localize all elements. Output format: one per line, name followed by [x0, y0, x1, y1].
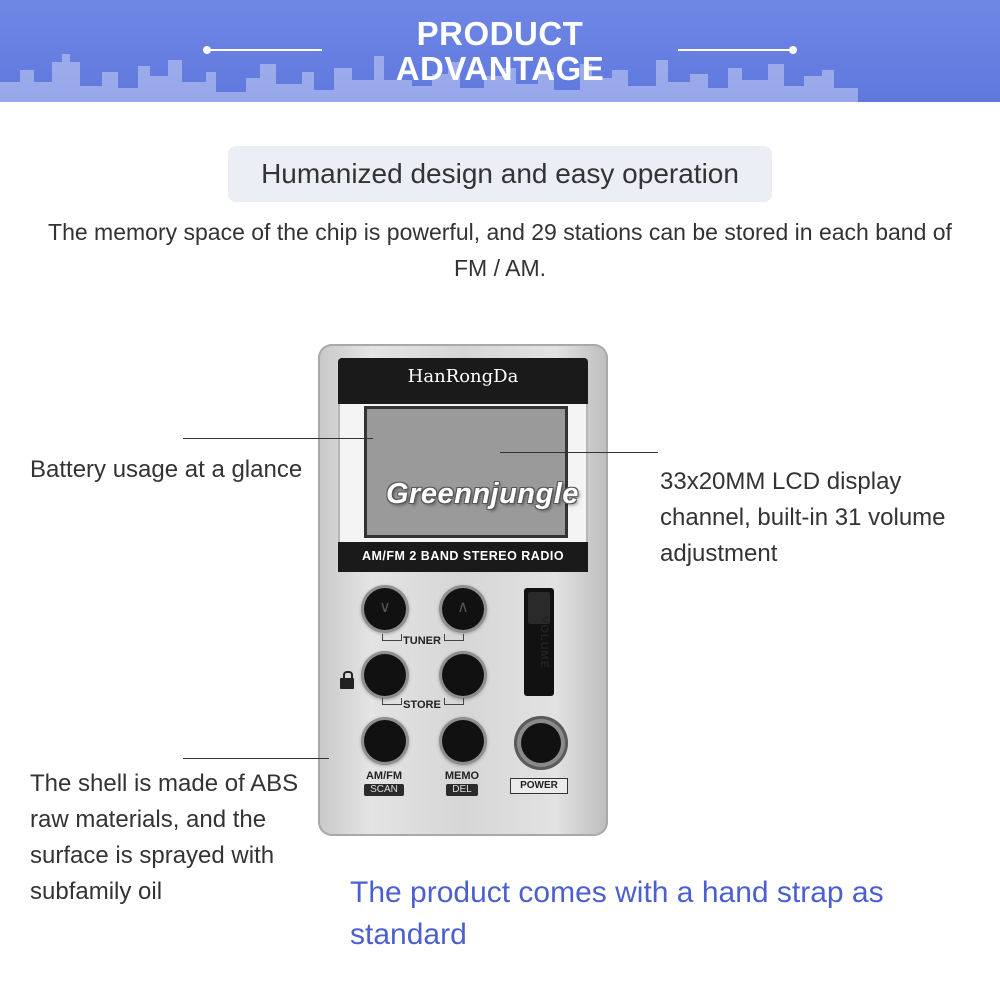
- brand-bar: [338, 358, 588, 404]
- shell-callout-line4: subfamily oil: [30, 878, 163, 905]
- shell-leader-line: [183, 758, 329, 759]
- lcd-leader-line: [500, 452, 658, 453]
- battery-callout: Battery usage at a glance: [30, 456, 303, 483]
- feature-description: The memory space of the chip is powerful, and 29 stations can be stored in each band of FM / AM.: [48, 219, 952, 281]
- banner-title: [0, 16, 1000, 86]
- scan-label: SCAN: [364, 784, 404, 796]
- store-bracket-right: [444, 698, 464, 705]
- shell-callout-line3: surface is sprayed with: [30, 842, 275, 869]
- banner-title-line2: ADVANTAGE: [395, 50, 605, 87]
- lcd-screen: [364, 406, 568, 538]
- tuner-bracket-right: [444, 634, 464, 641]
- store-button-1: [364, 654, 406, 696]
- power-button-cap: [521, 723, 561, 763]
- lcd-callout: [660, 464, 946, 572]
- battery-leader-line: [183, 438, 373, 439]
- tuner-label: TUNER: [403, 635, 441, 647]
- memo-label: MEMO: [444, 770, 480, 782]
- radio-device-image: [318, 344, 608, 836]
- power-button: [514, 716, 568, 770]
- shell-callout: [30, 766, 298, 910]
- store-button-2: [442, 654, 484, 696]
- power-label: POWER: [510, 778, 568, 794]
- amfm-button: [364, 720, 406, 762]
- store-label: STORE: [403, 699, 441, 711]
- feature-heading: Humanized design and easy operation: [228, 146, 772, 202]
- lcd-frame: [338, 392, 588, 544]
- tuner-down-button: [364, 588, 406, 630]
- lcd-callout-line1: 33x20MM LCD display: [660, 468, 902, 495]
- lcd-callout-line3: adjustment: [660, 540, 778, 567]
- tuner-bracket-left: [382, 634, 402, 641]
- lock-icon: [340, 678, 354, 689]
- volume-label: VOLUME: [538, 616, 550, 670]
- amfm-label: AM/FM: [365, 770, 403, 782]
- model-label: AM/FM 2 BAND STEREO RADIO: [361, 549, 565, 563]
- shell-callout-line1: The shell is made of ABS: [30, 770, 299, 797]
- del-label: DEL: [446, 784, 478, 796]
- tuner-up-button: [442, 588, 484, 630]
- memo-button: [442, 720, 484, 762]
- hand-strap-note: The product comes with a hand strap as standard: [350, 876, 884, 951]
- banner-title-line1: PRODUCT: [416, 15, 584, 52]
- brand-name: HanRongDa: [407, 366, 519, 387]
- store-bracket-left: [382, 698, 402, 705]
- header-banner: [0, 0, 1000, 102]
- chevron-down-icon: ∨: [379, 599, 391, 616]
- shell-callout-line2: raw materials, and the: [30, 806, 267, 833]
- lcd-callout-line2: channel, built-in 31 volume: [660, 504, 946, 531]
- model-bar: [338, 542, 588, 572]
- chevron-up-icon: ∧: [457, 599, 469, 616]
- watermark: Greennjungle: [386, 478, 579, 510]
